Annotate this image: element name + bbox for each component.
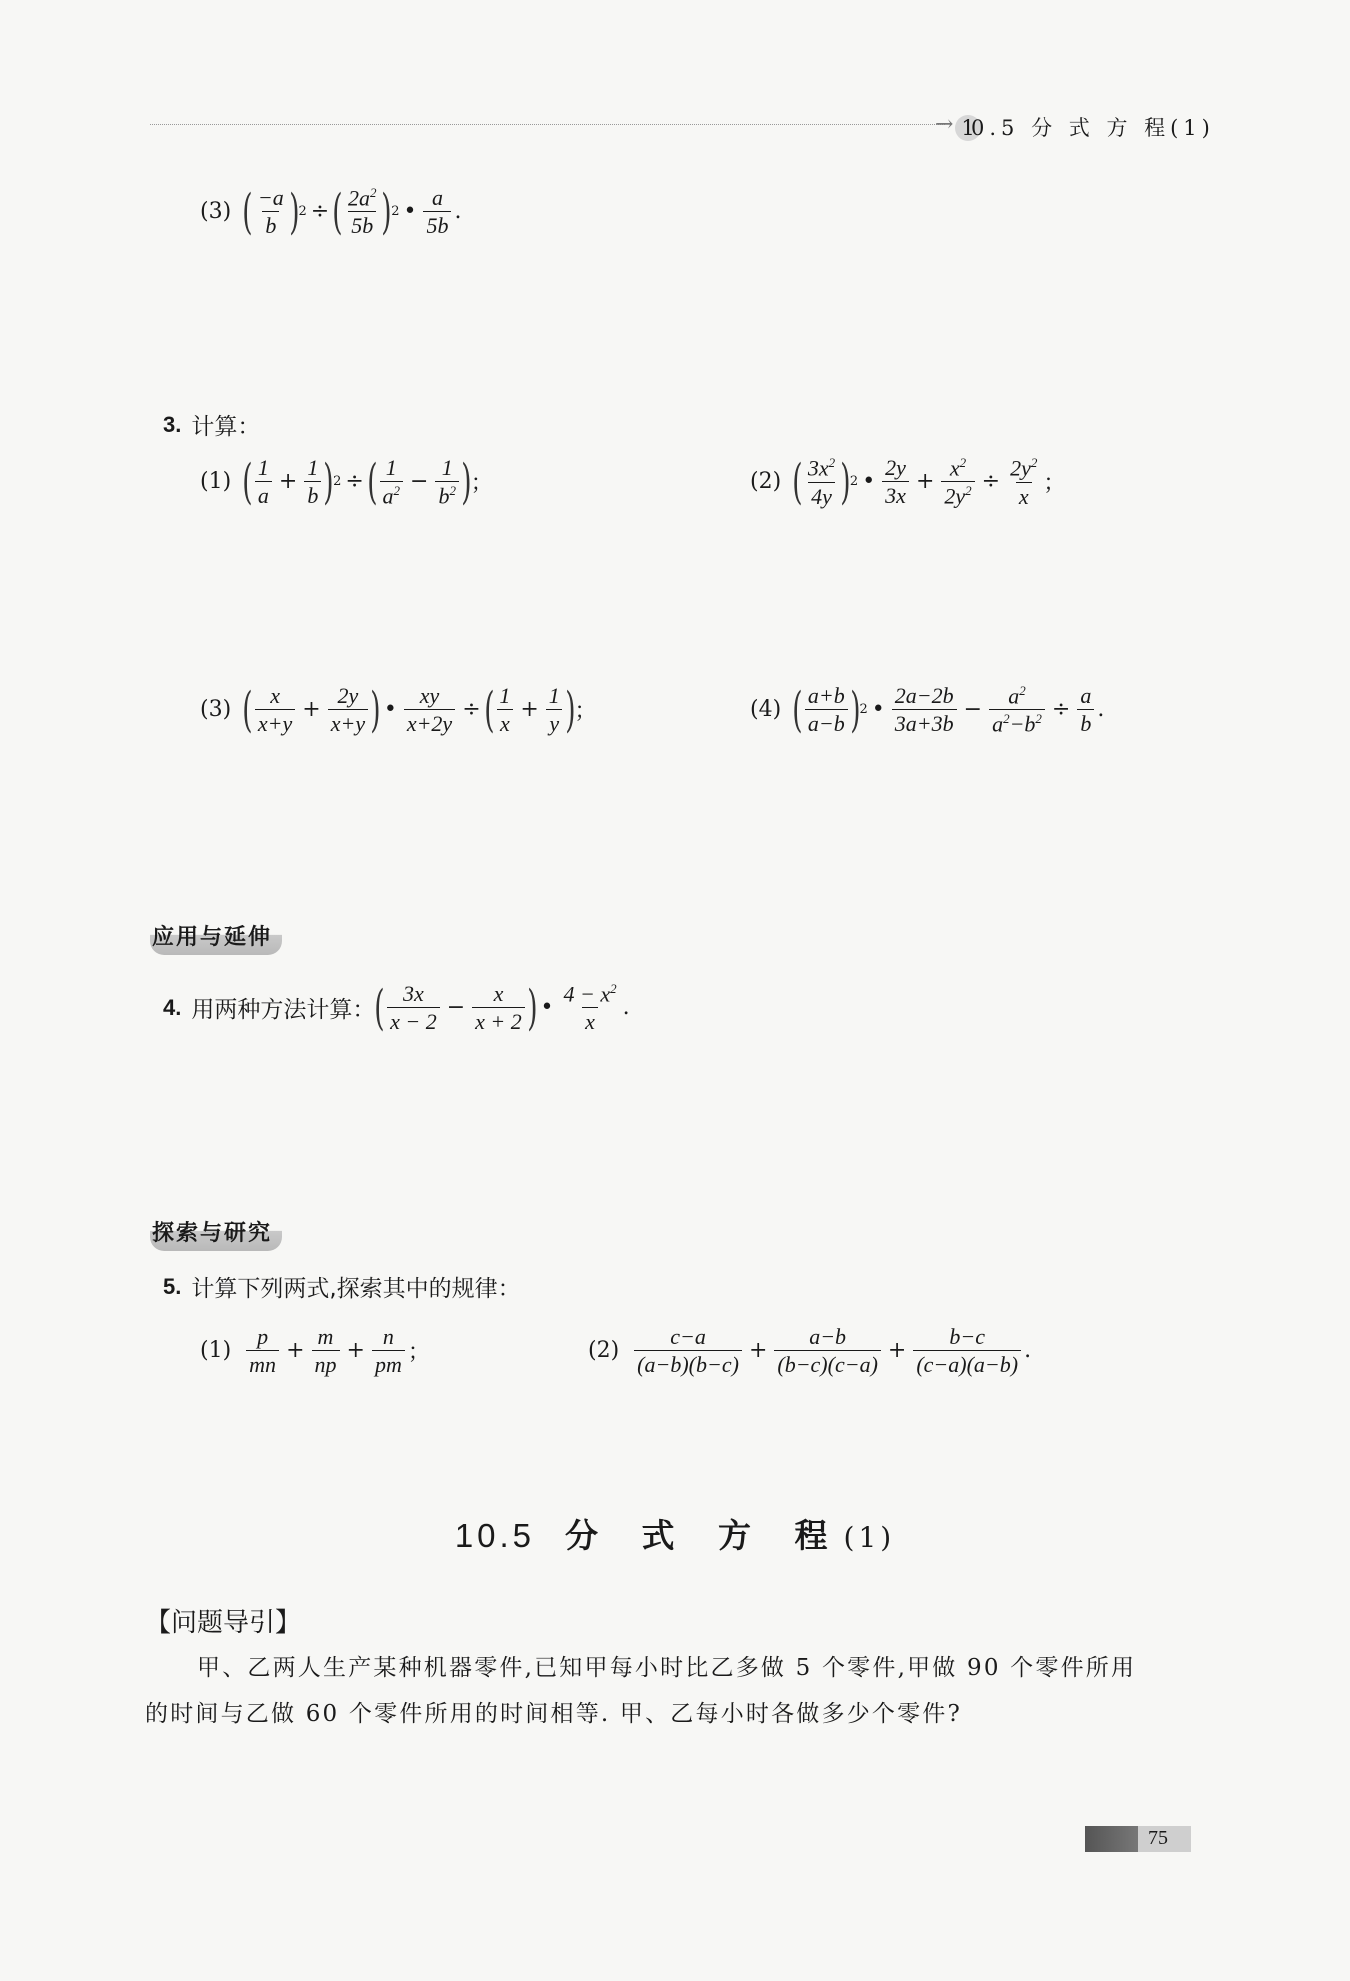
section-title: 10.5 分 式 方 程(1): [454, 1516, 896, 1555]
problem-guide-line-1: 甲、乙两人生产某种机器零件,已知甲每小时比乙多做 5 个零件,甲做 90 个零件所用: [197, 1655, 1137, 1681]
exercise-5-part-1: (1) $\frac{p}{mn}$ + $\frac{m}{np}$ + $\frac{n}{pm}$ ；: [200, 1324, 430, 1378]
section-banner-explore: 探索与研究: [150, 1214, 282, 1251]
page-number-tab: [1085, 1826, 1191, 1852]
header-arrow-icon: →: [935, 112, 954, 137]
exercise-3-part-3: (3) ( $\frac{x}{x+y}$ + $\frac{2y}{x+y}$ ) • $\frac{xy}{x+2y}$ ÷ ( $\frac{1}{x}$ + $\frac{1}{y}$ ) ；: [200, 681, 597, 738]
problem-guide-heading: 【问题导引】: [145, 1608, 302, 1638]
exercise-2-part-3: (3) ( $\frac{-a}{b}$ ) 2 ÷ ( $\frac{2a^2}{5b}$ ) 2 • $\frac{a}{5b}$ .: [200, 183, 462, 240]
page-number: 75: [1148, 1827, 1168, 1849]
problem-guide-line-2: 的时间与乙做 60 个零件所用的时间相等. 甲、乙每小时各做多少个零件?: [145, 1701, 963, 1727]
exercise-5-heading: 5. 计算下列两式,探索其中的规律：: [163, 1273, 521, 1302]
part-label: (3): [200, 199, 232, 225]
header-section-number: 0.5: [971, 116, 1020, 140]
header-dotted-rule: [150, 124, 945, 125]
header-section-title: 分 式 方 程(1): [1031, 116, 1215, 140]
exercise-3-heading: 3. 计算：: [163, 411, 261, 440]
exercise-4: 4. 用两种方法计算： ( $\frac{3x}{x - 2}$ − $\frac{x}{x + 2}$ ) • $\frac{4 - x^2}{x}$ .: [163, 979, 630, 1036]
exercise-3-part-2: (2) ( $\frac{3x^2}{4y}$ ) 2 • $\frac{2y}{3x}$ + $\frac{x^2}{2y^2}$ ÷ $\frac{2y^2}{x}$ ；: [750, 453, 1066, 510]
header-section-number-first-digit: 1: [955, 115, 981, 141]
section-banner-apply: 应用与延伸: [150, 918, 282, 955]
running-header: [955, 112, 1215, 142]
exercise-3-part-1: (1) ( $\frac{1}{a}$ + $\frac{1}{b}$ ) 2 ÷ ( $\frac{1}{a^2}$ − $\frac{1}{b^2}$ ) ；: [200, 453, 493, 510]
exercise-5-part-2: (2) $\frac{c-a}{(a-b)(b-c)}$ + $\frac{a-b}{(b-c)(c-a)}$ + $\frac{b-c}{(c-a)(a-b)}$ .: [588, 1324, 1032, 1378]
exercise-3-part-4: (4) ( $\frac{a+b}{a-b}$ ) 2 • $\frac{2a-2b}{3a+3b}$ − $\frac{a^2}{a^2-b^2}$ ÷ $\frac{a}{b}$ .: [750, 681, 1105, 738]
